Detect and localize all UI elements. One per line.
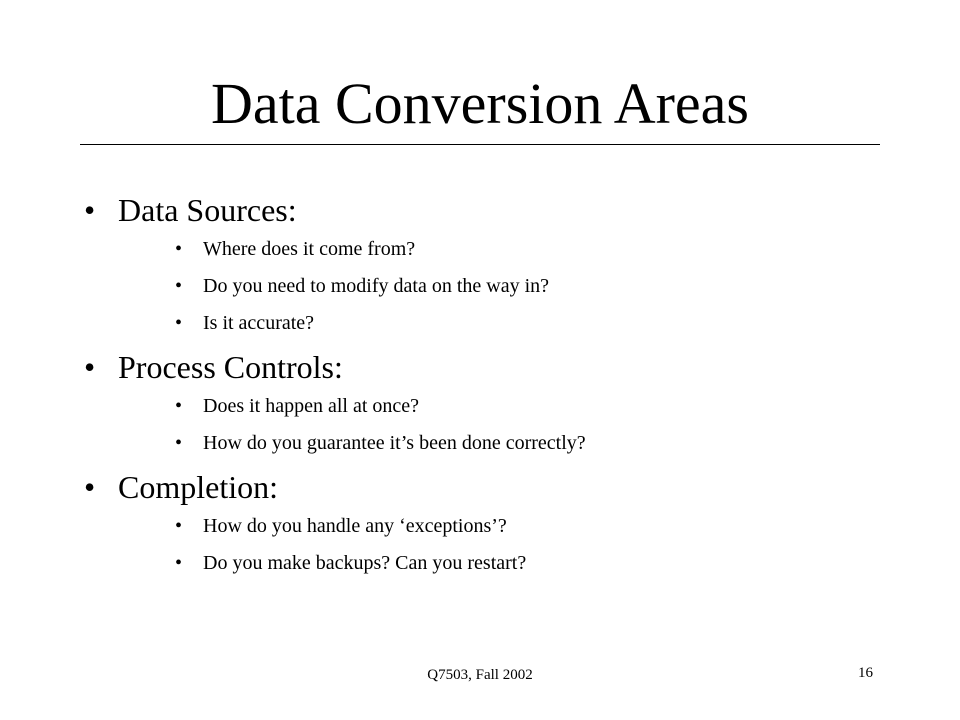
slide-content [80, 190, 880, 587]
sub-bullet-text: Where does it come from? [203, 238, 416, 260]
sub-bullet-text: Is it accurate? [203, 312, 315, 334]
slide-title: Data Conversion Areas [211, 71, 749, 136]
sub-bullet [80, 550, 880, 587]
sub-bullet [80, 393, 880, 430]
bullet-heading [80, 190, 880, 236]
bullet-icon: • [84, 192, 96, 228]
sub-bullet-text: Do you need to modify data on the way in? [203, 275, 550, 297]
sub-bullet-text: Does it happen all at once? [203, 395, 420, 417]
bullet-icon: • [175, 515, 183, 537]
section-data-sources [80, 190, 880, 347]
bullet-heading [80, 347, 880, 393]
sub-bullet [80, 513, 880, 550]
bullet-icon: • [175, 395, 183, 417]
bullet-heading-text: Process Controls: [118, 349, 343, 385]
bullet-icon: • [175, 238, 183, 260]
bullet-heading [80, 467, 880, 513]
section-process-controls [80, 347, 880, 467]
bullet-icon: • [84, 349, 96, 385]
bullet-icon: • [175, 275, 183, 297]
page-number: 16 [858, 665, 873, 681]
bullet-heading-text: Data Sources: [118, 192, 297, 228]
sub-bullet [80, 310, 880, 347]
bullet-heading-text: Completion: [118, 469, 278, 505]
sub-bullet-text: How do you handle any ‘exceptions’? [203, 515, 507, 537]
sub-bullet-text: How do you guarantee it’s been done correctly? [203, 432, 586, 454]
bullet-icon: • [175, 312, 183, 334]
bullet-icon: • [175, 552, 183, 574]
slide-footer: Q7503, Fall 2002 [427, 667, 533, 683]
sub-bullet [80, 273, 880, 310]
title-divider [80, 144, 880, 145]
section-completion [80, 467, 880, 587]
sub-bullet [80, 236, 880, 273]
bullet-icon: • [84, 469, 96, 505]
bullet-icon: • [175, 432, 183, 454]
sub-bullet-text: Do you make backups? Can you restart? [203, 552, 527, 574]
sub-bullet [80, 430, 880, 467]
